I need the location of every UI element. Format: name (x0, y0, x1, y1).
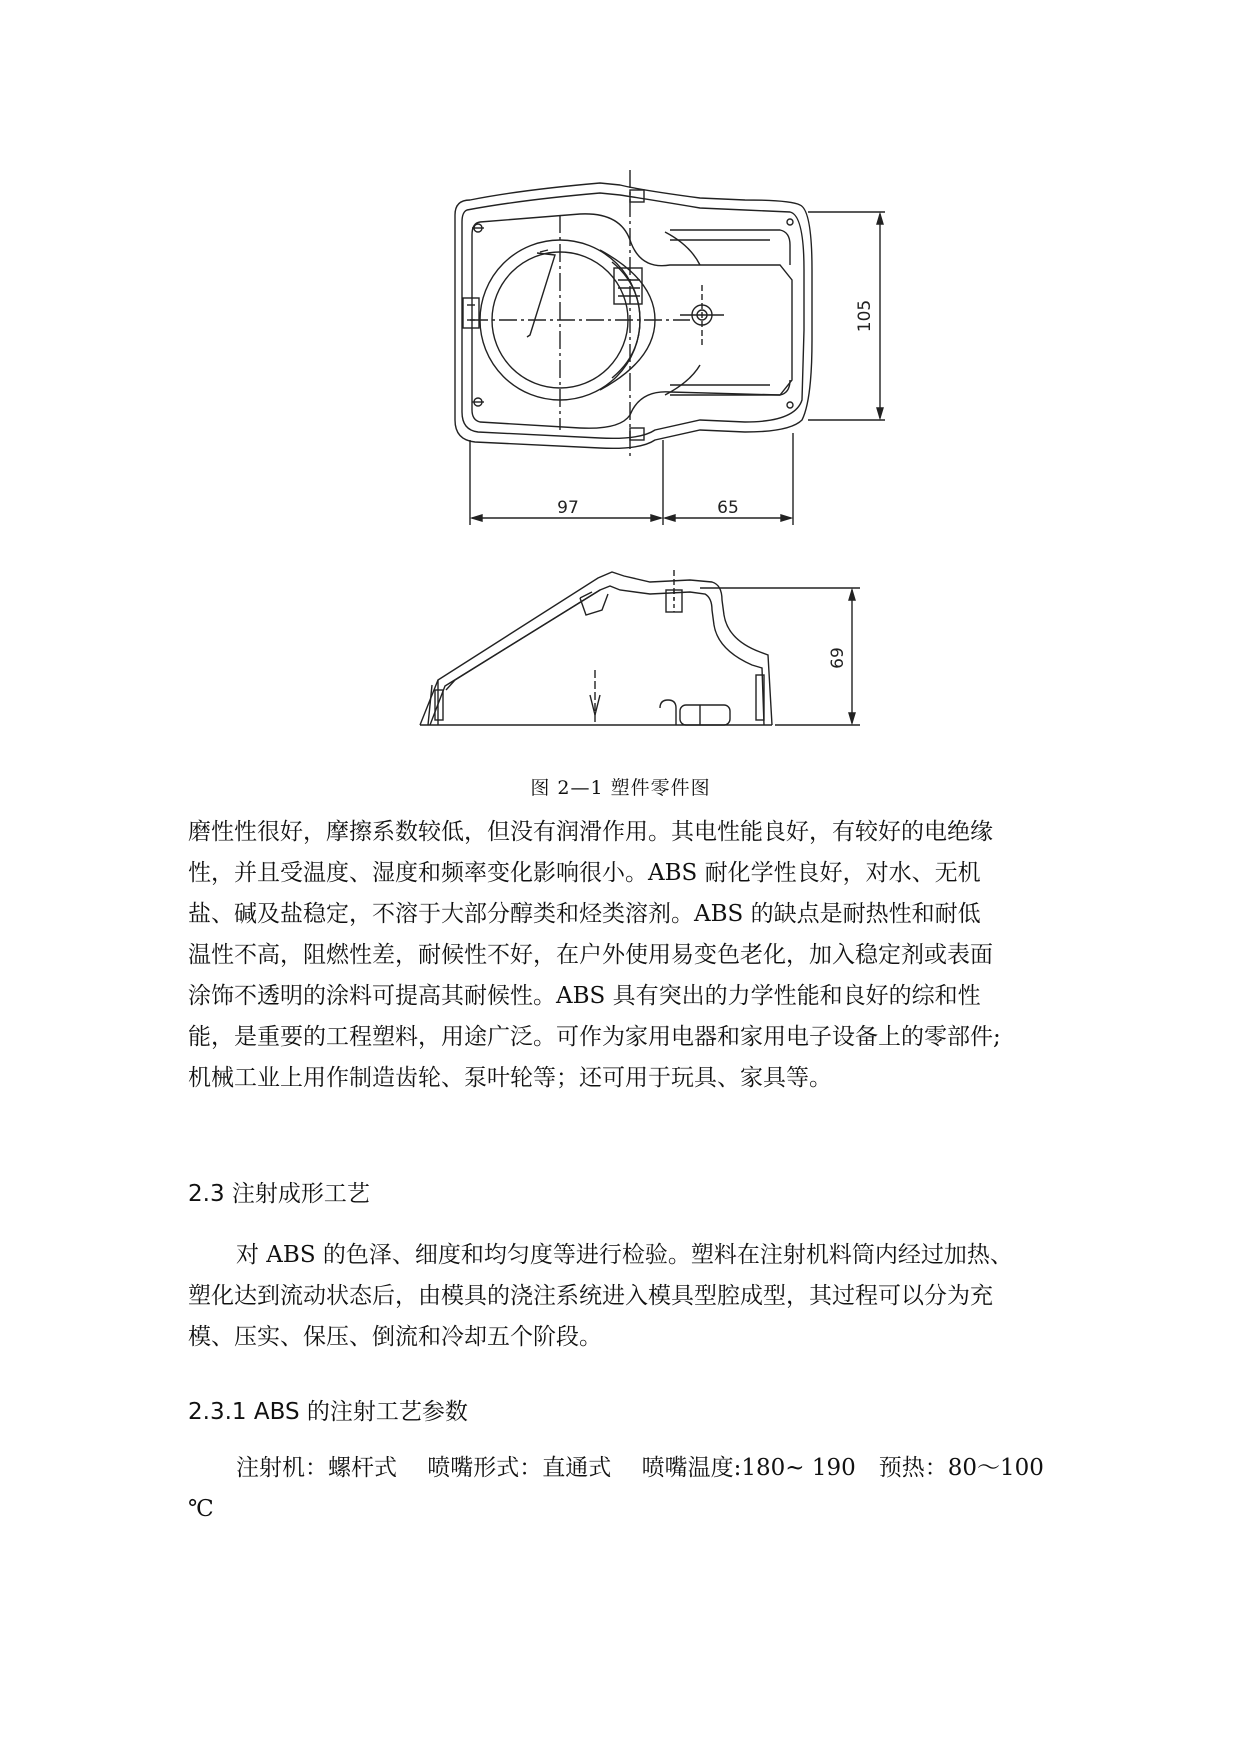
text-line: 盐、碱及盐稳定，不溶于大部分醇类和烃类溶剂。ABS 的缺点是耐热性和耐低 (188, 901, 981, 927)
text-line: 涂饰不透明的涂料可提高其耐候性。ABS 具有突出的力学性能和良好的综和性 (188, 983, 981, 1009)
subsection-heading: 2.3.1 ABS 的注射工艺参数 (188, 1399, 468, 1425)
text-line: 塑化达到流动状态后，由模具的浇注系统进入模具型腔成型，其过程可以分为充 (188, 1283, 993, 1309)
text-line: 机械工业上用作制造齿轮、泵叶轮等；还可用于玩具、家具等。 (188, 1065, 832, 1091)
part-drawing (0, 0, 1241, 780)
section-heading: 2.3 注射成形工艺 (188, 1181, 370, 1207)
text-line: ℃ (188, 1496, 214, 1522)
paragraph-properties (188, 812, 1066, 1099)
dim-right-text: 65 (717, 498, 739, 518)
dim-height-text: 69 (828, 647, 848, 669)
paragraph-parameters (188, 1448, 1066, 1530)
paragraph-injection (188, 1235, 1066, 1358)
text-line: 对 ABS 的色泽、细度和均匀度等进行检验。塑料在注射机料筒内经过加热、 (236, 1242, 1013, 1268)
text-line: 能，是重要的工程塑料，用途广泛。可作为家用电器和家用电子设备上的零部件; (188, 1024, 1001, 1050)
text-line: 磨性性很好，摩擦系数较低，但没有润滑作用。其电性能良好，有较好的电绝缘 (188, 819, 993, 845)
text-line: 模、压实、保压、倒流和冷却五个阶段。 (188, 1324, 602, 1350)
text-line: 性，并且受温度、湿度和频率变化影响很小。ABS 耐化学性良好，对水、无机 (188, 860, 981, 886)
side-view (420, 570, 860, 725)
figure-caption: 图 2—1 塑件零件图 (530, 777, 711, 799)
dim-left-text: 97 (557, 498, 579, 518)
dim-width-text: 105 (855, 299, 875, 333)
text-line: 温性不高，阻燃性差，耐候性不好，在户外使用易变色老化，加入稳定剂或表面 (188, 942, 993, 968)
top-view (455, 170, 885, 525)
text-line: 注射机：螺杆式 喷嘴形式：直通式 喷嘴温度:180~ 190 预热：80～100 (236, 1455, 1044, 1481)
